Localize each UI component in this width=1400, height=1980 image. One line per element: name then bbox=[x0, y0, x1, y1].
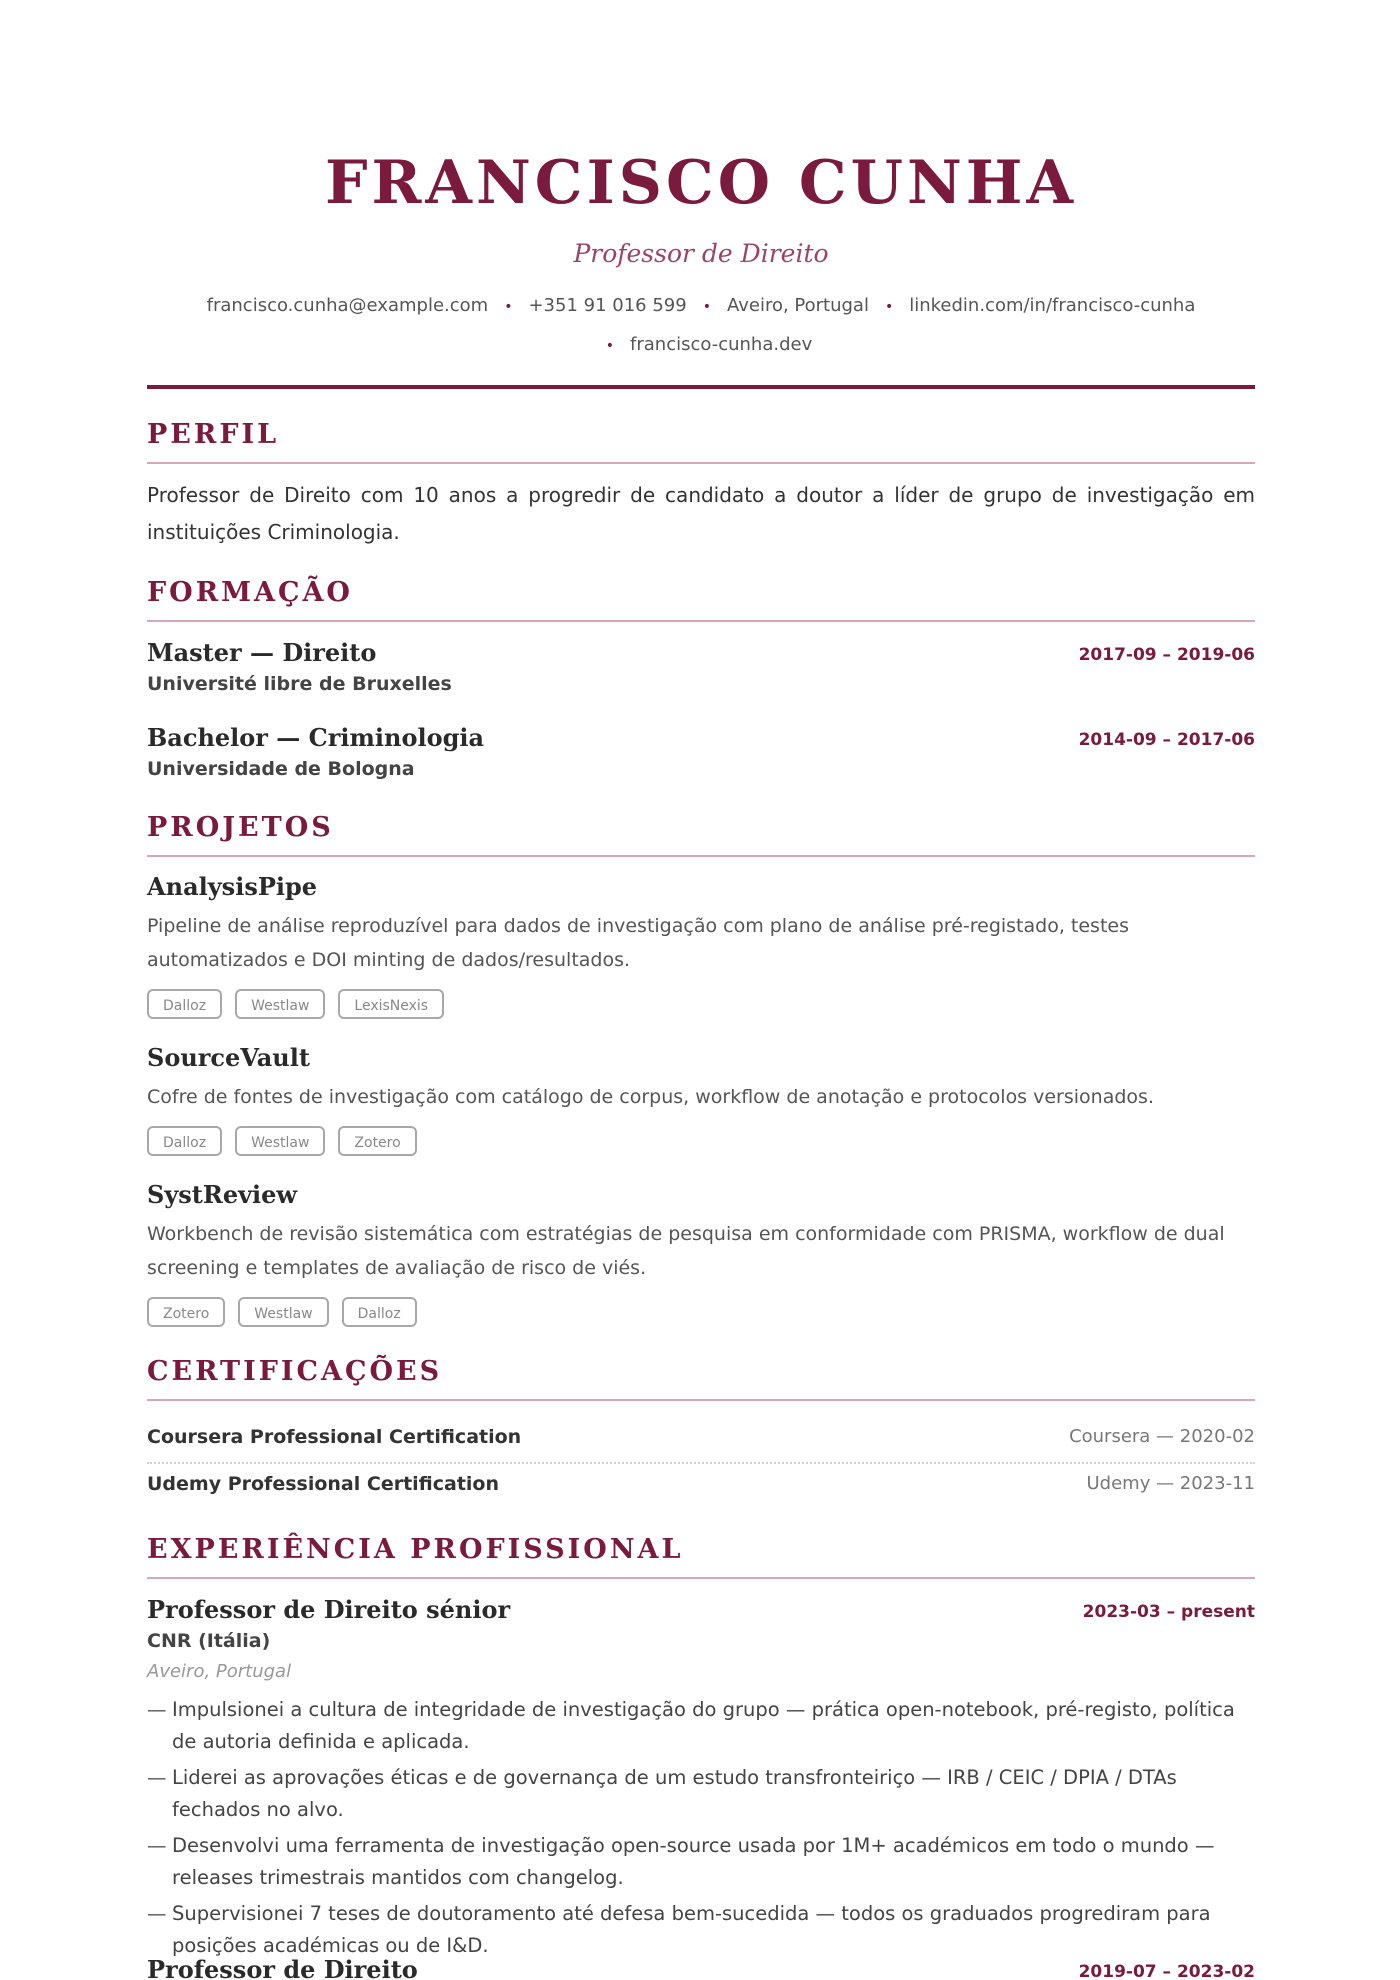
project-tags bbox=[147, 1126, 417, 1156]
project-description: Pipeline de análise reproduzível para dados de investigação com plano de análise pré-registado, testes automatizados e DOI minting de dados/resultados. bbox=[147, 915, 1129, 971]
job-title: Professor de Direito bbox=[147, 1955, 418, 1980]
project-name: SourceVault bbox=[147, 1043, 310, 1072]
education-dates: 2014-09 – 2017-06 bbox=[1078, 730, 1255, 750]
candidate-title: Professor de Direito bbox=[573, 239, 829, 268]
section-divider bbox=[147, 1399, 1255, 1401]
certification-name: Udemy Professional Certification bbox=[147, 1473, 500, 1495]
tag: Dalloz bbox=[147, 989, 222, 1019]
project-description: Workbench de revisão sistemática com estratégias de pesquisa em conformidade com PRISMA, workflow de dual screening e templates de avaliação de risco de viés. bbox=[147, 1223, 1225, 1279]
job-location: Aveiro, Portugal bbox=[147, 1661, 292, 1682]
achievement-item bbox=[147, 1762, 1255, 1826]
project-description: Cofre de fontes de investigação com catálogo de corpus, workflow de anotação e protocolos versionados. bbox=[147, 1086, 1154, 1108]
contact-website[interactable]: francisco-cunha.dev bbox=[630, 334, 813, 355]
tag: Zotero bbox=[338, 1126, 416, 1156]
tag: Dalloz bbox=[147, 1126, 222, 1156]
achievement-item bbox=[147, 1898, 1255, 1962]
education-degree: Bachelor — Criminologia bbox=[147, 723, 485, 752]
tag: Westlaw bbox=[235, 1126, 325, 1156]
section-divider bbox=[147, 1577, 1255, 1579]
section-title-education: FORMAÇÃO bbox=[147, 577, 353, 608]
contact-separator: • bbox=[884, 299, 894, 315]
job-dates: 2019-07 – 2023-02 bbox=[1078, 1962, 1255, 1980]
bullet-dash: — bbox=[147, 1698, 167, 1721]
achievement-text: Supervisionei 7 teses de doutoramento até defesa bem-sucedida — todos os graduados progrediram para posições académicas ou de I&D. bbox=[172, 1902, 1211, 1957]
education-school: Université libre de Bruxelles bbox=[147, 673, 452, 695]
job-title: Professor de Direito sénior bbox=[147, 1595, 511, 1624]
achievement-text: Liderei as aprovações éticas e de governança de um estudo transfronteiriço — IRB / CEIC / DPIA / DTAs fechados no alvo. bbox=[172, 1766, 1177, 1821]
contact-linkedin[interactable]: linkedin.com/in/francisco-cunha bbox=[909, 295, 1196, 316]
achievement-item bbox=[147, 1694, 1255, 1758]
section-title-experience: EXPERIÊNCIA PROFISSIONAL bbox=[147, 1534, 684, 1565]
bullet-dash: — bbox=[147, 1902, 167, 1925]
achievement-item bbox=[147, 1830, 1255, 1894]
achievement-text: Desenvolvi uma ferramenta de investigação open-source usada por 1M+ académicos em todo o mundo — releases trimestrais mantidos com changelog. bbox=[172, 1834, 1215, 1889]
certification-divider bbox=[147, 1462, 1255, 1464]
contact-email[interactable]: francisco.cunha@example.com bbox=[206, 295, 489, 316]
tag: Zotero bbox=[147, 1297, 225, 1327]
profile-summary: Professor de Direito com 10 anos a progredir de candidato a doutor a líder de grupo de investigação em instituições Criminologia. bbox=[147, 483, 1255, 544]
project-tags bbox=[147, 1297, 417, 1327]
bullet-dash: — bbox=[147, 1834, 167, 1857]
section-divider bbox=[147, 620, 1255, 622]
candidate-name: FRANCISCO CUNHA bbox=[324, 148, 1078, 218]
certification-meta: Udemy — 2023-11 bbox=[1086, 1473, 1255, 1494]
contact-line-2 bbox=[147, 332, 1255, 359]
tag: Westlaw bbox=[238, 1297, 328, 1327]
contact-phone[interactable]: +351 91 016 599 bbox=[528, 295, 687, 316]
section-title-profile: PERFIL bbox=[147, 419, 280, 450]
project-name: AnalysisPipe bbox=[147, 872, 318, 901]
job-organization: CNR (Itália) bbox=[147, 1630, 271, 1652]
project-name: SystReview bbox=[147, 1180, 298, 1209]
job-achievements bbox=[147, 1694, 1255, 1966]
contact-separator: • bbox=[605, 338, 615, 354]
contact-separator: • bbox=[504, 299, 513, 315]
section-divider bbox=[147, 855, 1255, 857]
education-degree: Master — Direito bbox=[147, 638, 377, 667]
bullet-dash: — bbox=[147, 1766, 167, 1789]
tag: LexisNexis bbox=[338, 989, 444, 1019]
contact-line-1 bbox=[147, 293, 1255, 320]
job-dates: 2023-03 – present bbox=[1082, 1602, 1255, 1622]
certification-name: Coursera Professional Certification bbox=[147, 1426, 522, 1448]
section-title-certifications: CERTIFICAÇÕES bbox=[147, 1356, 443, 1387]
header-divider bbox=[147, 385, 1255, 389]
section-title-projects: PROJETOS bbox=[147, 812, 334, 843]
project-tags bbox=[147, 989, 444, 1019]
section-divider bbox=[147, 462, 1255, 464]
achievement-text: Impulsionei a cultura de integridade de investigação do grupo — prática open-notebook, pré-registo, política de autoria definida e aplicada. bbox=[172, 1698, 1235, 1753]
tag: Dalloz bbox=[342, 1297, 417, 1327]
tag: Westlaw bbox=[235, 989, 325, 1019]
contact-location: Aveiro, Portugal bbox=[726, 295, 869, 316]
education-dates: 2017-09 – 2019-06 bbox=[1078, 645, 1255, 665]
certification-meta: Coursera — 2020-02 bbox=[1069, 1426, 1255, 1447]
education-school: Universidade de Bologna bbox=[147, 758, 415, 780]
contact-separator: • bbox=[702, 299, 711, 315]
